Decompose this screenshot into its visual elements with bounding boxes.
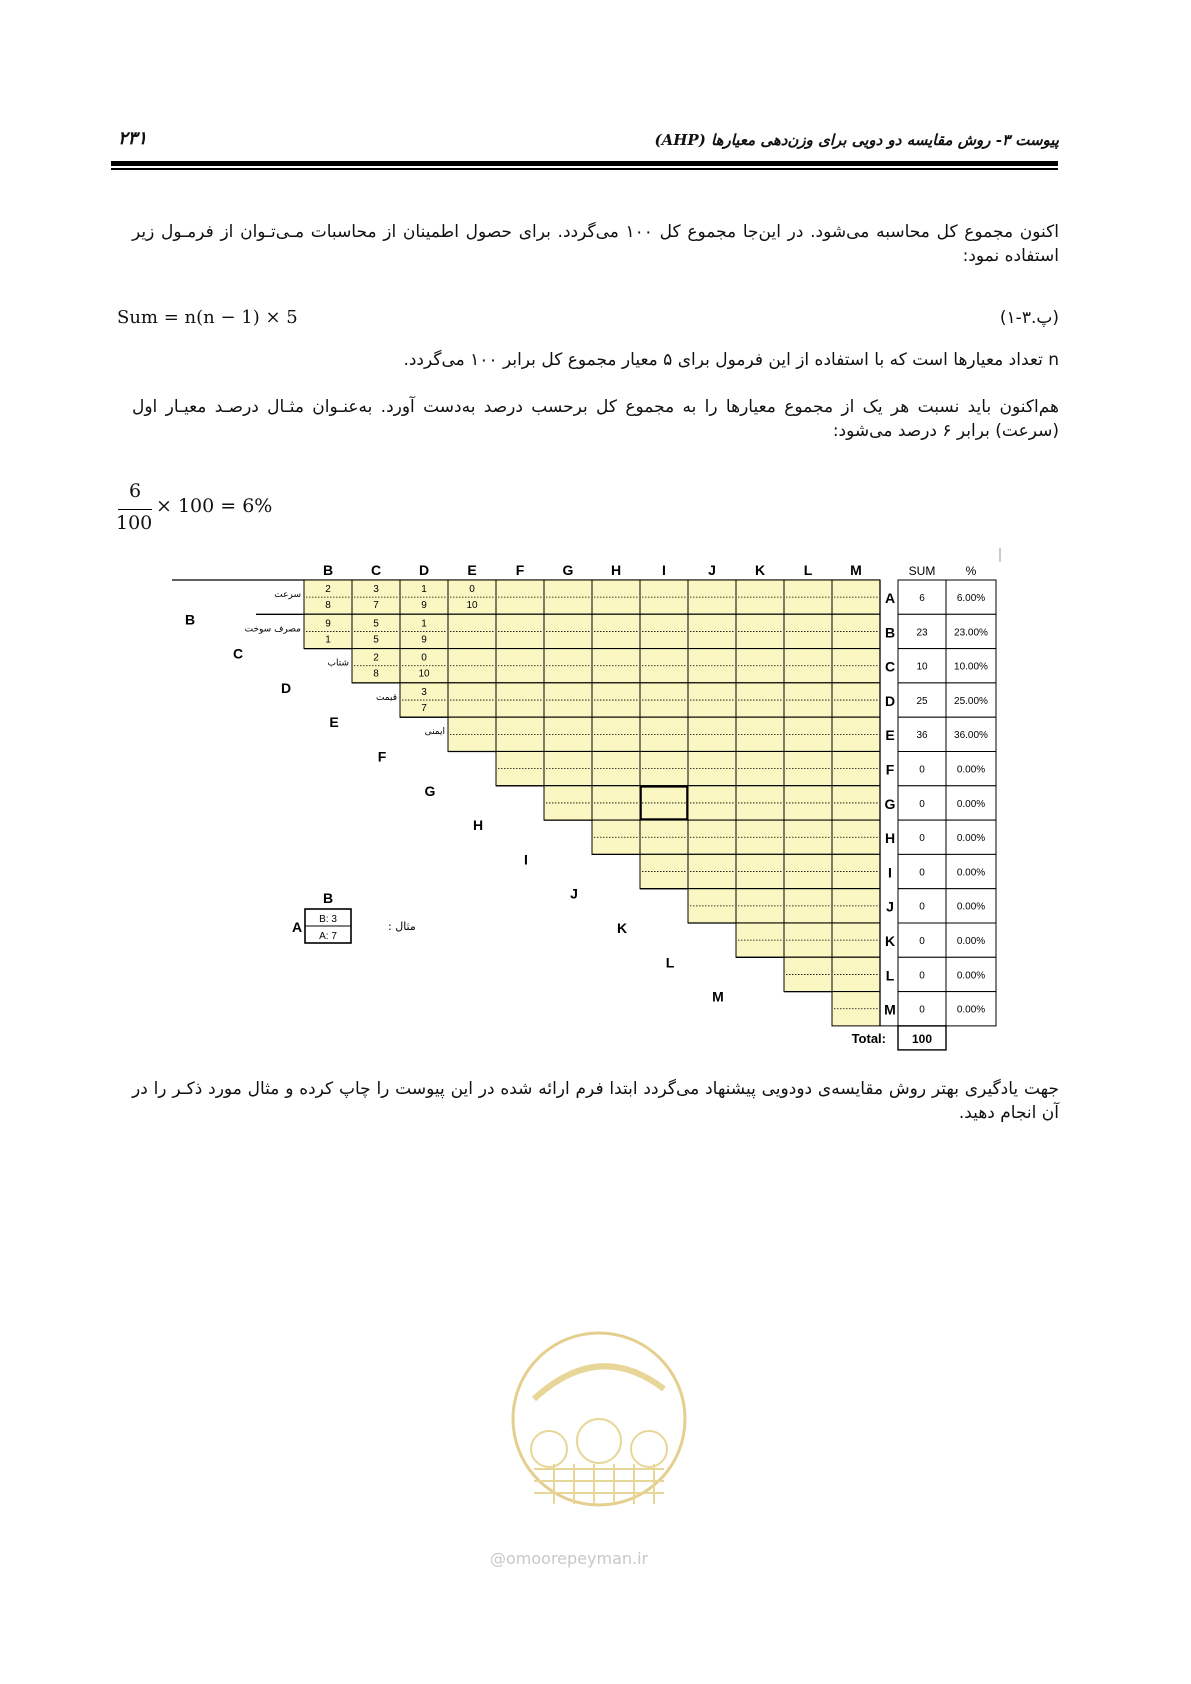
row-label-right-d: D [884, 692, 896, 709]
cell-value-top: 2 [373, 652, 379, 664]
row-label-left-g: G [424, 782, 436, 799]
row-label-left-f: F [377, 748, 387, 765]
sum-value: 0 [919, 936, 925, 947]
row-name: شتاب [327, 658, 349, 669]
column-header-e: E [467, 562, 477, 578]
percent-value: 0.00% [956, 936, 986, 947]
row-label-right-e: E [885, 727, 895, 744]
sum-value: 25 [916, 695, 928, 707]
cell-value-bottom: 5 [373, 634, 379, 646]
percent-value: 10.00% [954, 661, 988, 673]
percent-value: 0.00% [956, 798, 986, 810]
percent-header: % [965, 564, 977, 578]
fraction-result: × 100 = 6% [156, 495, 273, 517]
row-label-left-i: I [524, 851, 528, 868]
sum-value: 6 [919, 593, 925, 604]
sum-value: 0 [919, 867, 925, 879]
row-label-left-b: B [184, 611, 196, 628]
row-label-left-h: H [472, 817, 484, 834]
row-label-right-f: F [885, 761, 895, 778]
row-label-left-c: C [232, 645, 244, 662]
column-header-m: M [850, 562, 862, 578]
row-label-right-l: L [885, 967, 895, 984]
sum-value: 0 [919, 798, 925, 810]
sum-value: 0 [919, 833, 925, 845]
column-header-g: G [562, 562, 574, 578]
cell-value-top: 2 [325, 584, 331, 595]
sum-value: 0 [919, 1004, 925, 1016]
total-label: Total: [851, 1030, 886, 1046]
paragraph-intro: اکنون مجموع کل محاسبه می‌شود. در این‌جا مجموع کل ۱۰۰ می‌گردد. برای حصول اطمینان از محاسبات مـی‌تـوان از فرمـول زیر استفاده نمود: [132, 222, 1059, 266]
example-column-label: B [322, 890, 334, 906]
example-row-label: A [291, 919, 303, 935]
example-top-value: B: 3 [319, 914, 337, 925]
row-label-left-m: M [712, 988, 724, 1005]
cell-value-top: 9 [325, 618, 331, 630]
row-label-right-h: H [884, 830, 896, 847]
column-header-l: L [803, 562, 813, 578]
column-header-i: I [662, 562, 666, 578]
cell-value-bottom: 10 [418, 668, 430, 680]
row-label-right-m: M [884, 1001, 896, 1018]
column-header-b: B [322, 562, 334, 578]
sum-value: 36 [916, 730, 928, 742]
row-label-right-g: G [884, 795, 896, 812]
column-header-h: H [610, 562, 622, 578]
header-title: پیوست ۳- روش مقایسه دو دویی برای وزن‌دهی معیارها (AHP) [654, 131, 1059, 149]
row-name: قیمت [375, 692, 397, 703]
cell-value-bottom: 7 [421, 702, 427, 714]
percent-value: 36.00% [954, 730, 988, 742]
sum-value: 23 [916, 627, 928, 639]
percent-value: 0.00% [956, 867, 986, 879]
cell-value-top: 3 [421, 686, 427, 698]
row-name: ایمنی [424, 727, 445, 738]
sum-value: 0 [919, 901, 925, 913]
page-number: ۲۳۱ [118, 128, 148, 149]
cell-value-top: 0 [421, 652, 427, 664]
sum-value: 0 [919, 764, 925, 776]
total-value: 100 [911, 1031, 933, 1046]
percent-value: 0.00% [956, 901, 986, 913]
cell-value-bottom: 8 [373, 668, 379, 680]
row-label-right-c: C [884, 658, 896, 675]
row-label-left-d: D [280, 679, 292, 696]
sum-header: SUM [908, 564, 936, 578]
fraction-denominator: 100 [116, 512, 153, 534]
percent-value: 25.00% [954, 695, 988, 707]
example-label: مثال : [388, 920, 416, 933]
row-name: سرعت [274, 590, 301, 600]
cell-value-bottom: 9 [421, 600, 427, 611]
row-label-left-l: L [665, 954, 675, 971]
cell-value-top: 5 [373, 618, 379, 630]
example-bottom-value: A: 7 [319, 931, 337, 942]
paragraph-percent: هم‌اکنون باید نسبت هر یک از مجموع معیارها را به مجموع کل برحسب درصد به‌دست آورد. به‌عنـوان مثـال درصـد معیـار اول (سرعت) برابر ۶ درصد می‌شود: [132, 397, 1059, 441]
row-label-left-j: J [570, 885, 578, 902]
percent-value: 0.00% [956, 764, 986, 776]
cell-value-bottom: 9 [421, 634, 427, 646]
cell-value-top: 0 [469, 584, 475, 595]
row-label-right-b: B [884, 624, 896, 641]
column-header-d: D [418, 562, 430, 578]
cell-value-top: 3 [373, 584, 379, 595]
cell-value-bottom: 8 [325, 600, 331, 611]
paragraph-n-definition: n تعداد معیارها است که با استفاده از این فرمول برای ۵ معیار مجموع کل برابر ۱۰۰ می‌گردد. [403, 350, 1059, 370]
omoorepeyman-logo [494, 1329, 704, 1509]
cell-value-bottom: 10 [466, 600, 478, 611]
percent-value: 0.00% [956, 1004, 986, 1016]
cell-value-bottom: 7 [373, 600, 379, 611]
row-label-left-e: E [329, 714, 339, 731]
row-label-right-j: J [886, 898, 894, 915]
cell-value-top: 1 [421, 584, 427, 595]
percent-value: 23.00% [954, 627, 988, 639]
paragraph-closing: جهت یادگیری بهتر روش مقایسه‌ی دودویی پیشنهاد می‌گردد ابتدا فرم ارائه شده در این پیوست را چاپ کرده و مثال مورد ذکـر را در آن انجام دهید. [132, 1079, 1059, 1123]
row-label-left-k: K [616, 920, 628, 936]
sum-value: 0 [919, 970, 925, 982]
percent-value: 0.00% [956, 970, 986, 982]
formula-number: (پ.۳-۱) [999, 308, 1059, 328]
row-label-right-k: K [884, 933, 896, 949]
cell-value-bottom: 1 [325, 634, 331, 646]
formula: Sum = n(n − 1) × 5 [117, 307, 298, 328]
row-name: مصرف سوخت [244, 624, 301, 635]
fraction-numerator: 6 [129, 480, 142, 502]
watermark-url: @omoorepeyman.ir [490, 1549, 649, 1568]
percent-value: 0.00% [956, 833, 986, 845]
row-label-right-i: I [888, 864, 892, 881]
row-label-right-a: A [884, 590, 896, 606]
column-header-c: C [370, 562, 382, 578]
column-header-f: F [515, 562, 525, 578]
column-header-k: K [754, 562, 766, 578]
column-header-j: J [708, 562, 716, 578]
cell-value-top: 1 [421, 618, 427, 630]
sum-value: 10 [916, 661, 928, 673]
percent-value: 6.00% [956, 593, 986, 604]
